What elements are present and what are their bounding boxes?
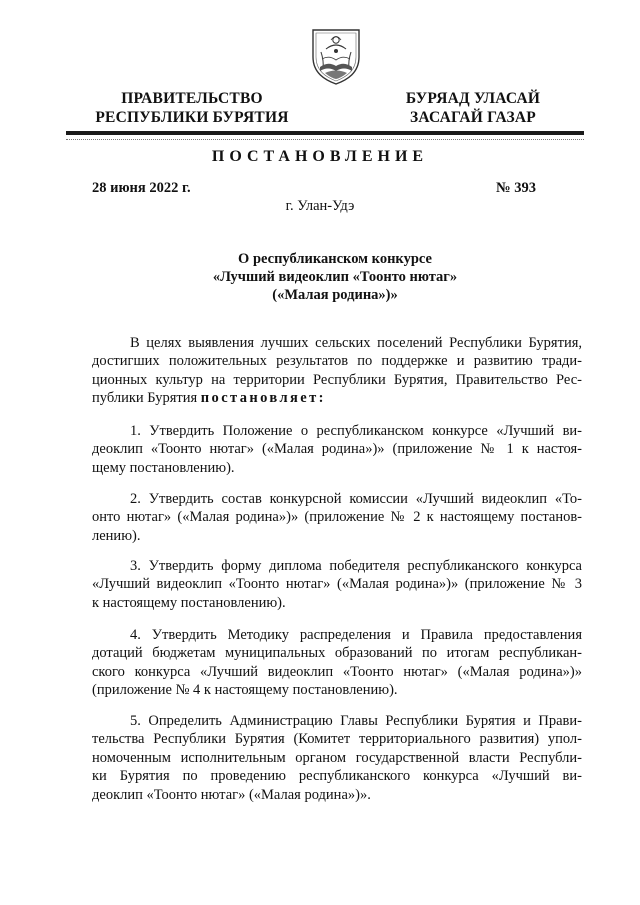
- paragraph-line: ционных культур на территории Республики Бурятия, Правительство Рес-: [92, 371, 582, 388]
- decree-item-1: [92, 422, 582, 477]
- document-number: № 393: [496, 180, 536, 196]
- paragraph-line: «Лучший видеоклип «Тоонто нютаг» («Малая родина»)» (приложение № 3: [92, 576, 582, 593]
- header-divider-thick: [66, 131, 584, 135]
- preamble-last-text: публики Бурятия: [92, 390, 201, 407]
- header-right-line-1: БУРЯАД УЛАСАЙ: [405, 90, 541, 107]
- paragraph-line: тельства Республики Бурятия (Комитет территориального развития) упол-: [92, 731, 582, 748]
- paragraph-line: 4. Утвердить Методику распределения и Правила предоставления: [130, 627, 582, 643]
- decree-item-3: [92, 557, 582, 612]
- header-divider-dotted: [66, 139, 584, 140]
- header-right-line-2: ЗАСАГАЙ ГАЗАР: [410, 109, 536, 126]
- document-type: ПОСТАНОВЛЕНИЕ: [211, 148, 429, 165]
- paragraph-line: ки Бурятия по проведению республиканского конкурса «Лучший ви-: [92, 768, 582, 785]
- paragraph-line: к настоящему постановлению).: [92, 594, 286, 611]
- decree-item-2: [92, 490, 582, 545]
- decree-keyword: постановляет:: [200, 390, 326, 407]
- paragraph-line: щему постановлению).: [92, 459, 235, 476]
- preamble-paragraph: [92, 334, 582, 408]
- paragraph-line: номоченным исполнительным органом государственной власти Республи-: [92, 749, 582, 766]
- paragraph-line: ского конкурса «Лучший видеоклип «Тоонто нютаг» («Малая родина»)»: [92, 663, 582, 680]
- paragraph-line: достигших положительных результатов по поддержке и развитию тради-: [92, 353, 582, 370]
- document-title: [120, 250, 550, 304]
- paragraph-line: деоклип «Тоонто нютаг» («Малая родина»)» (приложение № 1 к настоя-: [92, 441, 582, 458]
- paragraph-line: онто нютаг» («Малая родина»)» (приложение № 2 к настоящему постанов-: [92, 509, 582, 526]
- paragraph-line: дотаций бюджетам муниципальных образований по итогам республикан-: [92, 645, 582, 662]
- document-date: 28 июня 2022 г.: [92, 180, 191, 196]
- coat-of-arms-icon: [309, 27, 363, 85]
- header-right-bua: [388, 89, 558, 127]
- paragraph-line: 3. Утвердить форму диплома победителя республиканского конкурса: [130, 558, 582, 574]
- document-city: г. Улан-Удэ: [285, 198, 355, 214]
- title-line-3: («Малая родина»)»: [272, 287, 398, 303]
- decree-item-5: [92, 712, 582, 804]
- paragraph-line: [92, 389, 582, 407]
- decree-item-4: [92, 626, 582, 700]
- paragraph-line: 5. Определить Администрацию Главы Республики Бурятия и Прави-: [130, 713, 582, 729]
- paragraph-line: лению).: [92, 527, 141, 544]
- paragraph-line: 2. Утвердить состав конкурсной комиссии «Лучший видеоклип «То-: [130, 491, 582, 507]
- paragraph-line: В целях выявления лучших сельских поселений Республики Бурятия,: [130, 335, 582, 351]
- header-left-line-1: ПРАВИТЕЛЬСТВО: [121, 90, 263, 107]
- paragraph-line: (приложение № 4 к настоящему постановлению).: [92, 682, 398, 699]
- header-left-line-2: РЕСПУБЛИКИ БУРЯТИЯ: [95, 109, 289, 126]
- paragraph-line: деоклип «Тоонто нютаг» («Малая родина»)».: [92, 786, 371, 803]
- title-line-2: «Лучший видеоклип «Тоонто нютаг»: [212, 269, 458, 285]
- title-line-1: О республиканском конкурсе: [238, 251, 432, 267]
- header-left-ru: [86, 89, 298, 127]
- paragraph-line: 1. Утвердить Положение о республиканском конкурсе «Лучший ви-: [130, 423, 582, 439]
